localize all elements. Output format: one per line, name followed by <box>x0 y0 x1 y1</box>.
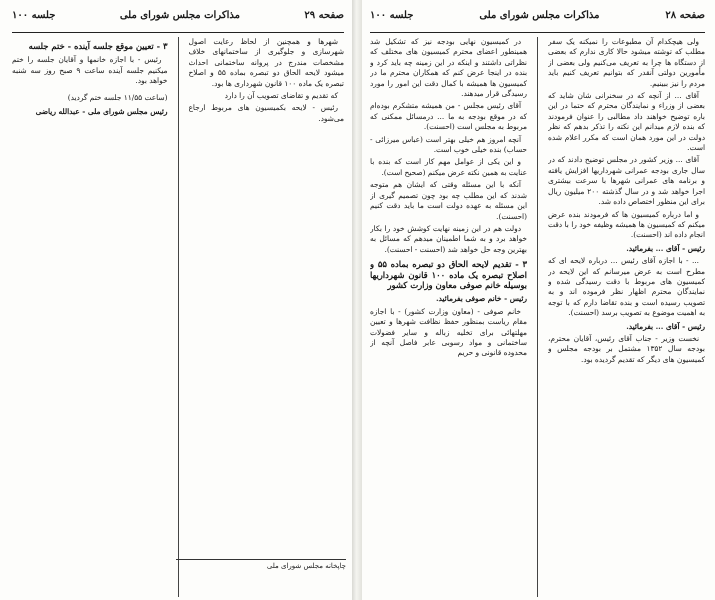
paragraph: آقای ... وزیر کشور در مجلس توضیح دادند که در سال جاری بودجه عمرانی شهرداریها افزایش یافته و برنامه های عمرانی شهرها با سرعت بیشتری اجرا خواهد شد و در سال گذشته ۲۰۰ میلیون ریال برای این منظور اختصاص داده شد. <box>548 155 705 207</box>
paragraph: آنکه با این مسئله وقتی که ایشان هم متوجه شدند که این مطلب چه بود چون تصمیم گیری از این مسئله به عهده دولت است ما باید دقت کنیم (احسنت). <box>370 180 527 221</box>
column-left <box>370 37 527 597</box>
paragraph: شهرها و همچنین از لحاظ رعایت اصول شهرسازی و جلوگیری از ساختمانهای خلاف مشخصات مندرج در پروانه ساختمانی احداث میشود لایحه الحاق دو تبصره بماده ۵۵ و اصلاح تبصره یک ماده ۱۰۰ قانون شهرداری ها بود. <box>188 37 344 88</box>
session-number: جلسه ۱۰۰ <box>370 10 414 21</box>
paragraph: آقای ... از آنچه که در سخنرانی شان شاید که بعضی از وزراء و نمایندگان محترم که حتما در این باره توضیح خواهند داد مطالبی را عنوان فرمودند که بنده لازم میدانم این نکته را تذکر بدهم که نظر دولت در این مورد همان است که مکرر اعلام شده است. <box>548 91 705 153</box>
paragraph: آقای رئیس مجلس - من همیشه متشکرم بوده‌ام که در موقع بودجه به ما ... درمسائل ممکنی که مربوط به مجلس است (احسنت). <box>370 101 527 132</box>
paragraph: خانم صوفی - (معاون وزارت کشور) - با اجازه مقام ریاست بمنظور حفظ نظافت شهرها و تعیین مهلتهائی برای تخلیه زباله و سایر فضولات ساختمانی و مواد رسوبی عابر فاصل آنچه از محدوده قانونی و حریم <box>370 306 527 358</box>
right-page <box>358 0 715 600</box>
paragraph: رئیس - لایحه بکمیسیون های مربوط ارجاع می‌شود. <box>188 103 344 123</box>
speaker-line: رئیس - آقای ... بفرمائید. <box>626 243 705 253</box>
header-rule <box>12 32 344 33</box>
section-heading: ۳ - تعیین موقع جلسه آینده - ختم جلسه <box>28 41 168 51</box>
section-heading: ۳ - تقدیم لایحه الحاق دو تبصره بماده ۵۵ و اصلاح تبصره یک ماده ۱۰۰ قانون شهرداریها بوسیله خانم صوفی معاون وزارت کشور <box>370 259 527 290</box>
page-number: صفحه ۲۸ <box>665 10 705 21</box>
paragraph: و این یکی از عوامل مهم کار است که بنده با عنایت به همین نکته عرض میکنم (صحیح است). <box>370 157 527 177</box>
paragraph: نخست وزیر - جناب آقای رئیس، آقایان محترم، بودجه سال ۱۳۵۲ مشتمل بر بودجه مجلس و کمیسیون های دیگر که تقدیم گردیده بود. <box>548 333 705 364</box>
paragraph: آنچه امروز هم خیلی بهتر است (عباس میرزائی - حساب) بنده خیلی خوب است. <box>370 134 527 155</box>
column-divider <box>178 37 179 597</box>
paragraph: که تقدیم و تقاضای تصویب آن را دارد <box>224 91 338 101</box>
header-title: مذاکرات مجلس شورای ملی <box>479 10 600 21</box>
paragraph: ولی هیچکدام آن مطبوعات را نمیکنه یک سفر مطلب که توشته میشود حالا کاری ندارم که بعضی از دستگاه ها چرا به تعریف می‌کنیم ولی بعضی از مأمورین دولتی آنقدر که بتوانیم تعریف کنیم باید مردم را نیز ببینیم. <box>548 37 705 88</box>
closing-time: (ساعت ۱۱/۵۵ جلسه ختم گردید) <box>67 92 168 102</box>
column-right <box>548 37 705 597</box>
running-header <box>370 0 705 30</box>
paragraph: رئیس - با اجازه خانمها و آقایان جلسه را ختم میکنیم جلسه آینده ساعت ۹ صبح روز سه شنبه خواهد بود. <box>12 55 168 86</box>
signature: رئیس مجلس شورای ملی - عبدالله ریاضی <box>35 107 168 117</box>
printer-footnote: چاپخانه مجلس شورای ملی <box>176 559 346 570</box>
page-number: صفحه ۲۹ <box>304 10 344 21</box>
header-title: مذاکرات مجلس شورای ملی <box>119 10 240 21</box>
speaker-line: رئیس - آقای ... بفرمائید. <box>626 321 705 331</box>
session-number: جلسه ۱۰۰ <box>12 10 56 21</box>
paragraph: در کمیسیون نهایی بودجه نیز که تشکیل شد همینطور اعضای محترم کمیسیون های مختلف که نظراتی داشتند و اینکه در این زمینه چه باید کرد و بنده در اینجا عرض کنم که همکاران محترم ما در کمیسیون ها همیشه با کمال دقت این امور را مورد رسیدگی قرار میدهند. <box>370 37 527 99</box>
header-rule <box>370 32 705 33</box>
column-divider <box>537 37 538 597</box>
paragraph: و اما درباره کمیسیون ها که فرمودند بنده عرض میکنم که کمیسیون ها همیشه وظیفه خود را با دقت انجام داده اند (احسنت). <box>548 209 705 240</box>
column-right <box>189 37 345 597</box>
speaker-line: رئیس - خانم صوفی بفرمائید. <box>435 294 527 304</box>
running-header <box>12 0 344 30</box>
column-left <box>12 37 168 597</box>
paragraph: دولت هم در این زمینه نهایت کوشش خود را بکار خواهد برد و به شما اطمینان میدهم که مسائل به بهترین وجه حل خواهد شد (احسنت - احسنت). <box>370 223 527 254</box>
paragraph: ... - با اجازه آقای رئیس ... درباره لایحه ای که مطرح است به عرض میرسانم که این لایحه در کمیسیون های مربوط با دقت رسیدگی شده و نمایندگان محترم اظهار نظر فرموده اند و به تصویب رسیده است و بنده تقاضا دارم که با توجه به اهمیت موضوع به تصویب برسد (احسنت). <box>548 256 705 318</box>
